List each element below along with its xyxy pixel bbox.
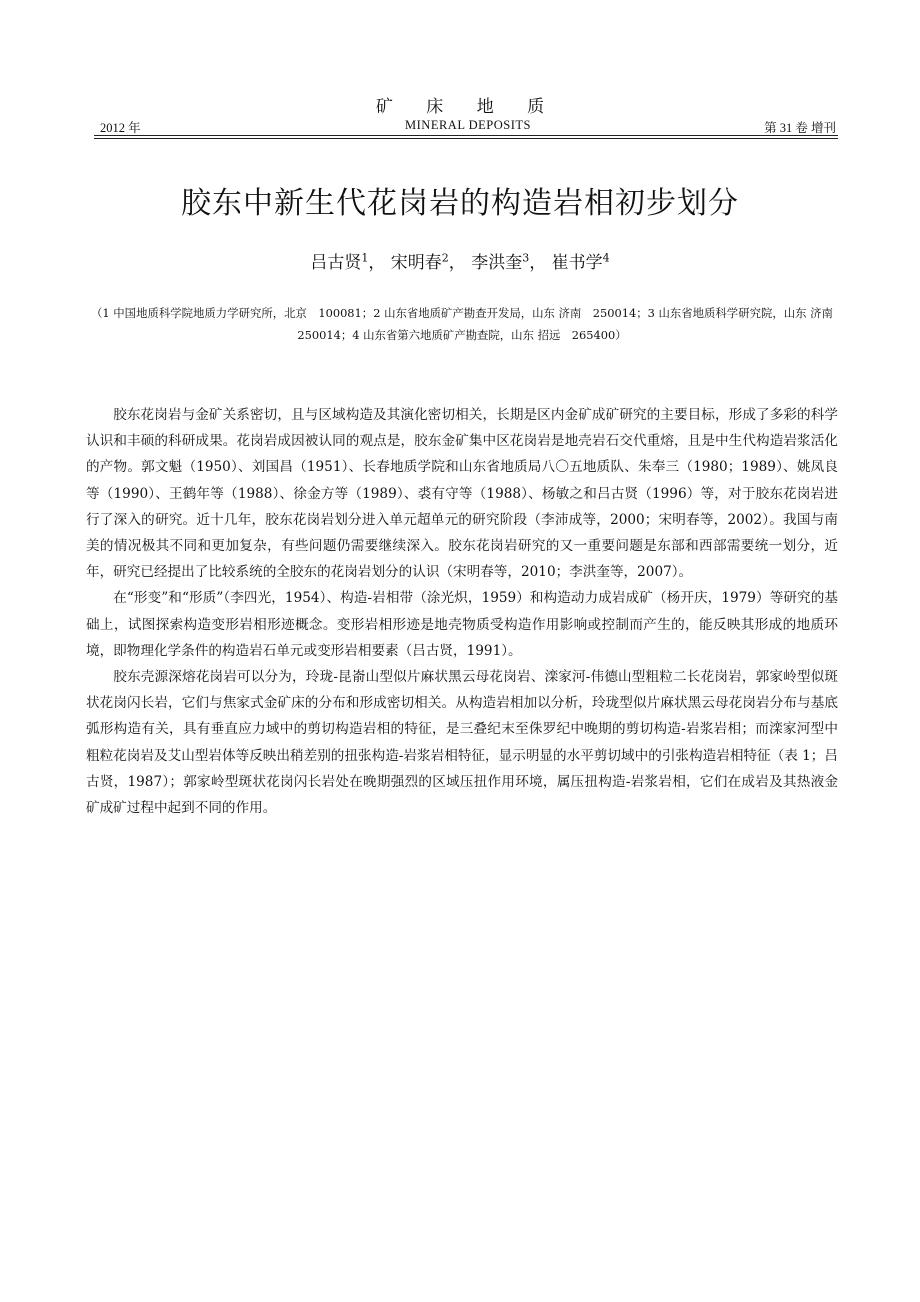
author-affil-mark: 2 [441,251,449,265]
author-affil-mark: 4 [602,251,610,265]
body-paragraph: 胶东花岗岩与金矿关系密切，且与区域构造及其演化密切相关，长期是区内金矿成矿研究的主要目标，形成了多彩的科学认识和丰硕的科研成果。花岗岩成因被认同的观点是，胶东金矿集中区花岗岩是地壳岩石交代重熔，且是中生代构造岩浆活化的产物。郭文魁（1950）、刘国昌（1951）、长春地质学院和山东省地质局八〇五地质队、朱奉三（1980；1989）、姚凤良等（1990）、王鹤年等（1988）、徐金方等（1989）、裘有守等（1988）、杨敏之和吕古贤（1996）等，对于胶东花岗岩进行了深入的研究。近十几年，胶东花岗岩划分进入单元超单元的研究阶段（李沛成等，2000；宋明春等，2002）。我国与南美的情况极其不同和更加复杂，有些问题仍需要继续深入。胶东花岗岩研究的又一重要问题是东部和西部需要统一划分，近年，研究已经提出了比较系统的全胶东的花岗岩划分的认识（宋明春等，2010；李洪奎等，2007）。 [86,407,838,581]
author-name: 吕古贤 [310,253,362,273]
header-year: 2012 年 [100,121,141,135]
running-header [100,118,836,136]
header-rule-top [94,135,838,136]
body-paragraph: 在“形变”和“形质”（李四光，1954）、构造-岩相带（涂光炽，1959）和构造动力成岩成矿（杨开庆，1979）等研究的基础上，试图探索构造变形岩相形迹概念。变形岩相形迹是地壳物质受构造作用影响或控制而产生的，能反映其形成的地质环境，即物理化学条件的构造岩石单元或变形岩相要素（吕古贤，1991）。 [86,590,838,659]
affiliations: （1 中国地质科学院地质力学研究所，北京 100081；2 山东省地质矿产勘查开发局，山东 济南 250014；3 山东省地质科学研究院，山东 济南 250014；4 山东省第六地质矿产勘查院，山东 招远 265400） [91,306,845,342]
author-separator: ， [529,253,547,273]
author-name: 崔书学 [551,253,603,273]
header-journal-en: MINERAL DEPOSITS [405,118,531,132]
body-paragraph: 胶东壳源深熔花岗岩可以分为，玲珑-昆嵛山型似片麻状黑云母花岗岩、滦家河-伟德山型粗粒二长花岗岩，郭家岭型似斑状花岗闪长岩，它们与焦家式金矿床的分布和形成密切相关。从构造岩相加以分析，玲珑型似片麻状黑云母花岗岩分布与基底弧形构造有关，具有垂直应力域中的剪切构造岩相的特征，是三叠纪末至侏罗纪中晚期的剪切构造-岩浆岩相；而滦家河型中粗粒花岗岩及艾山型岩体等反映出稍差别的扭张构造-岩浆岩相特征，显示明显的水平剪切域中的引张构造岩相特征（表 1；吕古贤，1987）；郭家岭型斑状花岗闪长岩处在晚期强烈的区域压扭作用环境，属压扭构造-岩浆岩相，它们在成岩及其热液金矿成矿过程中起到不同的作用。 [86,669,838,817]
header-rule-bottom [94,138,838,139]
author-affil-mark: 1 [361,251,369,265]
author-separator: ， [448,253,466,273]
author-list [0,248,920,273]
article-body [86,402,838,821]
author-name: 李洪奎 [471,253,523,273]
header-volume: 第 31 卷 增刊 [764,121,836,135]
author-name: 宋明春 [390,253,442,273]
article-title: 胶东中新生代花岗岩的构造岩相初步划分 [181,186,739,221]
journal-name-cn: 矿 床 地 质 [375,97,559,117]
author-separator: ， [368,253,386,273]
author-affil-mark: 3 [522,251,530,265]
